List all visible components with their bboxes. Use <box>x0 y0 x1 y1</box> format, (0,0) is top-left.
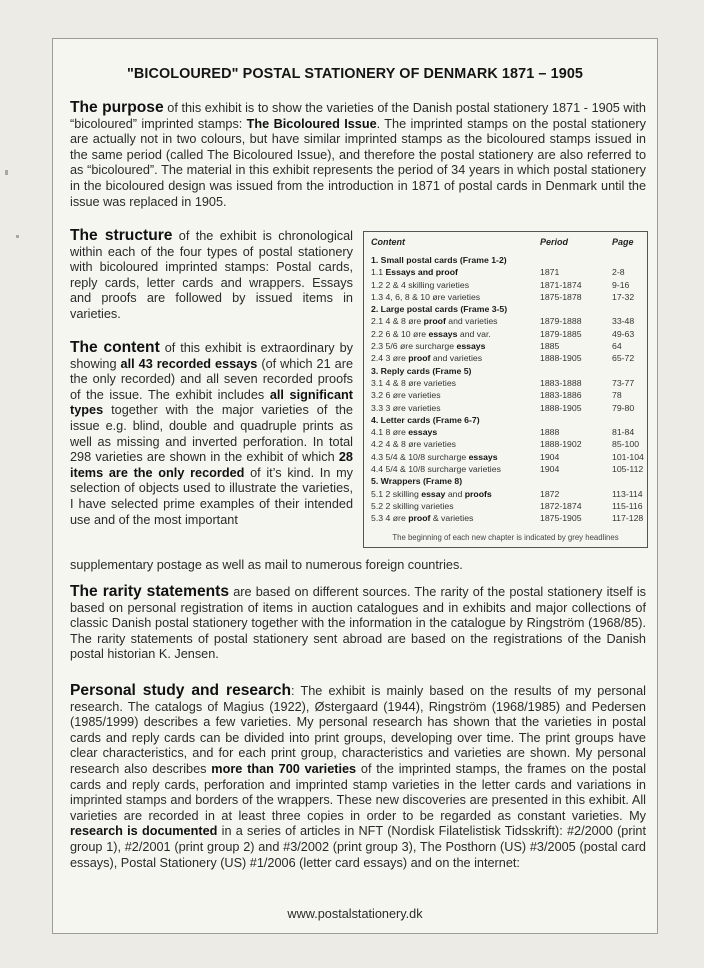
toc-item-emphasis: essay <box>421 488 446 499</box>
toc-item-number: 4.3 <box>371 451 386 462</box>
toc-item-page: 9-16 <box>612 279 630 290</box>
toc-item-page: 101-104 <box>612 451 644 462</box>
structure-paragraph <box>70 228 353 323</box>
toc-item-text: 4, 6, 8 & 10 øre varieties <box>385 291 481 302</box>
toc-item-period: 1904 <box>540 464 560 475</box>
toc-item-text: 2 & 4 skilling varieties <box>385 279 470 290</box>
toc-item-title <box>371 439 456 449</box>
toc-item-text: 4 & 8 øre varieties <box>385 377 456 388</box>
toc-item-text: 5/6 øre surcharge <box>385 341 457 352</box>
toc-item-title <box>371 353 482 363</box>
research-emphasis: more than 700 varieties <box>211 761 357 776</box>
toc-item-title <box>371 427 437 437</box>
structure-text: of the exhibit is chronological within each of the four types of postal stationery with bicoloured imprinted stamps: Postal cards, reply cards, letter cards and wrappers. Essays and proofs are followed by issued items in varieties. <box>70 229 353 321</box>
toc-row <box>364 452 647 464</box>
toc-item-period: 1879-1885 <box>540 328 582 339</box>
rarity-heading: The rarity statements <box>70 583 230 600</box>
toc-item-period: 1879-1888 <box>540 316 582 327</box>
content-emphasis: 28 items are the only recorded <box>70 450 353 480</box>
toc-item-text: and varieties <box>445 316 498 327</box>
toc-row <box>364 292 647 304</box>
exhibit-page <box>52 38 658 934</box>
content-text: of it’s kind. In my selection of objects used to illustrate the varieties, I have selected prime examples of their intended use and of the most important <box>70 465 353 527</box>
content-paragraph-continued: supplementary postage as well as mail to numerous foreign countries. <box>70 558 463 572</box>
toc-item-period: 1888-1905 <box>540 402 582 413</box>
toc-item-period: 1888-1905 <box>540 353 582 364</box>
toc-item-period: 1885 <box>540 341 560 352</box>
toc-item-emphasis: Essays and proof <box>385 267 458 278</box>
toc-section-label: 2. Large postal cards (Frame 3-5) <box>371 304 508 315</box>
toc-item-number: 2.4 <box>371 353 386 364</box>
toc-item-page: 64 <box>612 341 622 352</box>
toc-item-number: 5.1 <box>371 488 386 499</box>
toc-item-text: 6 øre varieties <box>385 390 441 401</box>
scan-mark <box>16 235 19 238</box>
toc-footnote: The beginning of each new chapter is indicated by grey headlines <box>392 533 619 542</box>
toc-item-period: 1875-1878 <box>540 291 582 302</box>
toc-item-number: 5.3 <box>371 513 386 524</box>
toc-item-text: 3 øre varieties <box>385 402 441 413</box>
purpose-text: of this exhibit is to show the varieties of the Danish postal stationery 1871 - 1905 with “bicoloured” imprinted stamps: <box>70 101 646 131</box>
research-text: of the imprinted stamps, the frames on the postal cards and reply cards, perforation and imprinted stamp varieties in the letter cards and variations in imprinted stamps and borders of the wrappers. These new discoveries are presented in this exhibit. All varieties are recorded in at least three copies in order to be regarded as constant varieties. My <box>70 761 647 823</box>
content-heading: The content <box>70 339 160 356</box>
purpose-text: . The imprinted stamps on the postal stationery are actually not in two colours, but have similar imprinted stamps as the bicoloured stamps issued in the same period (called The Bicoloured Issue), and therefore the postal stationery are also referred to as “bicoloured”. The material in this exhibit represents the period of 34 years in which postal stationery in the bicoloured design was issued from the introduction in 1871 of postal cards in Denmark until the issue was replaced in 1905. <box>70 116 646 209</box>
toc-row <box>364 329 647 341</box>
toc-item-page: 49-63 <box>612 328 635 339</box>
research-text: in a series of articles in NFT (Nordisk Filatelistisk Tidsskrift): #2/2000 (print group 1), #2/2001 (print group 2) and #3/2002 (print group 3), The Posthorn (US) #3/2005 (postal card essays), Postal Stationery (US) #1/2006 (letter card essays) and on the internet: <box>70 824 646 870</box>
toc-item-text: 8 øre <box>385 427 409 438</box>
toc-item-page: 73-77 <box>612 377 635 388</box>
toc-row <box>364 267 647 279</box>
toc-item-page: 78 <box>612 390 622 401</box>
toc-item-text: 6 & 10 øre <box>385 328 429 339</box>
toc-section-heading <box>364 415 647 427</box>
toc-item-page: 81-84 <box>612 427 635 438</box>
toc-item-text: 4 & 8 øre <box>385 316 424 327</box>
toc-section-label: 5. Wrappers (Frame 8) <box>371 476 463 487</box>
toc-section-label: 4. Letter cards (Frame 6-7) <box>371 414 480 425</box>
toc-item-title <box>371 280 469 290</box>
toc-item-period: 1872 <box>540 488 560 499</box>
toc-item-period: 1883-1886 <box>540 390 582 401</box>
toc-item-number: 5.2 <box>371 500 386 511</box>
toc-item-number: 1.1 <box>371 267 386 278</box>
toc-header-content: Content <box>371 237 405 247</box>
toc-item-number: 2.2 <box>371 328 386 339</box>
content-emphasis: all significant types <box>70 387 353 418</box>
toc-item-emphasis: proofs <box>464 488 492 499</box>
toc-item-text: 4 & 8 øre varieties <box>385 439 456 450</box>
structure-heading: The structure <box>70 227 173 244</box>
toc-section-heading <box>364 304 647 316</box>
purpose-paragraph <box>70 100 646 210</box>
toc-item-title <box>371 403 441 413</box>
toc-item-period: 1871 <box>540 267 560 278</box>
toc-section-heading <box>364 476 647 488</box>
toc-item-page: 113-114 <box>612 488 643 499</box>
scan-mark <box>5 170 8 175</box>
toc-item-emphasis: proof <box>408 353 431 364</box>
toc-item-page: 79-80 <box>612 402 635 413</box>
toc-item-title <box>371 329 491 339</box>
toc-item-title <box>371 267 458 277</box>
toc-item-text: 2 skilling <box>385 488 422 499</box>
toc-row <box>364 341 647 353</box>
website-url: www.postalstationery.dk <box>287 907 423 921</box>
toc-row <box>364 513 647 525</box>
toc-item-number: 1.2 <box>371 279 386 290</box>
toc-item-emphasis: essays <box>428 328 458 339</box>
toc-item-text: 3 øre <box>385 353 409 364</box>
toc-item-title <box>371 501 454 511</box>
content-paragraph <box>70 340 353 528</box>
toc-item-text: 2 skilling varieties <box>385 500 454 511</box>
toc-item-title <box>371 390 441 400</box>
toc-row <box>364 280 647 292</box>
toc-row <box>364 378 647 390</box>
toc-item-page: 85-100 <box>612 439 640 450</box>
toc-item-emphasis: proof <box>408 513 431 524</box>
toc-item-period: 1888 <box>540 427 560 438</box>
toc-row <box>364 427 647 439</box>
toc-item-number: 2.1 <box>371 316 386 327</box>
toc-row <box>364 353 647 365</box>
toc-section-label: 1. Small postal cards (Frame 1-2) <box>371 255 507 265</box>
toc-item-text: and var. <box>457 328 491 339</box>
toc-item-page: 117-128 <box>612 513 644 524</box>
rarity-text: are based on different sources. The rarity of the postal stationery itself is based on personal registration of items in auction catalogues and in exhibits and major collections of classic Danish postal stationery together with the information in the catalogue by Ringström (1968/85). The rarity statements of postal stationery sent abroad are based on the registrations of the Danish postal historian K. Jensen. <box>70 585 646 662</box>
toc-item-number: 2.3 <box>371 341 386 352</box>
toc-item-text: & varieties <box>430 513 474 524</box>
toc-item-text: 5/4 & 10/8 surcharge varieties <box>385 464 501 475</box>
toc-item-title <box>371 341 485 351</box>
toc-item-emphasis: essays <box>468 451 498 462</box>
toc-section-label: 3. Reply cards (Frame 5) <box>371 365 472 376</box>
purpose-heading: The purpose <box>70 99 164 116</box>
toc-item-number: 4.2 <box>371 439 386 450</box>
toc-header <box>364 237 647 251</box>
toc-item-title <box>371 464 501 474</box>
toc-item-text: and varieties <box>430 353 483 364</box>
content-text: of this exhibit is extraordinary by showing <box>70 341 353 371</box>
toc-rows <box>364 255 647 526</box>
content-text: together with the major varieties of the issue e.g. blind, double and quadruple prints as well as missing and inverted perforation. In total 298 varieties are shown in the exhibit of which <box>70 403 353 465</box>
toc-item-period: 1872-1874 <box>540 500 582 511</box>
toc-item-page: 33-48 <box>612 316 635 327</box>
toc-item-page: 2-8 <box>612 267 625 278</box>
toc-row <box>364 316 647 328</box>
toc-header-period: Period <box>540 237 569 247</box>
toc-row <box>364 501 647 513</box>
toc-item-text: 4 øre <box>385 513 409 524</box>
toc-item-number: 3.1 <box>371 377 386 388</box>
toc-section-heading <box>364 255 647 267</box>
toc-row <box>364 403 647 415</box>
research-emphasis: research is documented <box>70 824 218 839</box>
toc-item-title <box>371 452 498 462</box>
purpose-emphasis: The Bicoloured Issue <box>246 116 377 131</box>
toc-row <box>364 489 647 501</box>
toc-item-title <box>371 378 456 388</box>
toc-item-number: 4.1 <box>371 427 386 438</box>
research-heading: Personal study and research <box>70 682 292 699</box>
toc-item-title <box>371 316 498 326</box>
toc-header-page: Page <box>612 237 634 247</box>
table-of-contents <box>363 231 648 548</box>
toc-item-title <box>371 489 492 499</box>
rarity-paragraph <box>70 584 646 663</box>
toc-item-emphasis: proof <box>423 316 446 327</box>
research-paragraph <box>70 683 646 871</box>
toc-item-period: 1883-1888 <box>540 377 582 388</box>
toc-item-page: 105-112 <box>612 464 644 475</box>
toc-item-period: 1875-1905 <box>540 513 582 524</box>
toc-item-page: 17-32 <box>612 291 635 302</box>
toc-item-period: 1871-1874 <box>540 279 582 290</box>
toc-row <box>364 390 647 402</box>
toc-item-title <box>371 292 480 302</box>
toc-item-text: and <box>445 488 465 499</box>
toc-row <box>364 439 647 451</box>
toc-item-number: 3.3 <box>371 402 386 413</box>
toc-section-heading <box>364 366 647 378</box>
content-text: (of which 21 are the only recorded) and all seven recorded proofs of the issue. The exhibit includes <box>70 356 353 402</box>
toc-item-number: 3.2 <box>371 390 386 401</box>
toc-item-page: 115-116 <box>612 500 643 511</box>
page-title: "BICOLOURED" POSTAL STATIONERY OF DENMARK 1871 – 1905 <box>126 66 584 82</box>
toc-item-period: 1904 <box>540 451 560 462</box>
toc-item-emphasis: essays <box>456 341 486 352</box>
toc-item-title <box>371 513 473 523</box>
toc-item-text: 5/4 & 10/8 surcharge <box>385 451 469 462</box>
toc-item-number: 4.4 <box>371 464 386 475</box>
toc-item-emphasis: essays <box>408 427 438 438</box>
toc-item-period: 1888-1902 <box>540 439 582 450</box>
toc-item-page: 65-72 <box>612 353 635 364</box>
toc-item-number: 1.3 <box>371 291 386 302</box>
content-emphasis: all 43 recorded essays <box>120 356 258 371</box>
research-text: : The exhibit is mainly based on the results of my personal research. The catalogs of Magius (1922), Østergaard (1944), Ringström (1968/1985) and Pedersen (1985/1999) describes a few varieties. My personal research has shown that the varieties in postal cards and reply cards can be divided into print groups, developing over time. The print groups have clear characteristics, and for each print group, characteristics and varieties are shown. My personal research also describes <box>70 684 646 776</box>
toc-row <box>364 464 647 476</box>
